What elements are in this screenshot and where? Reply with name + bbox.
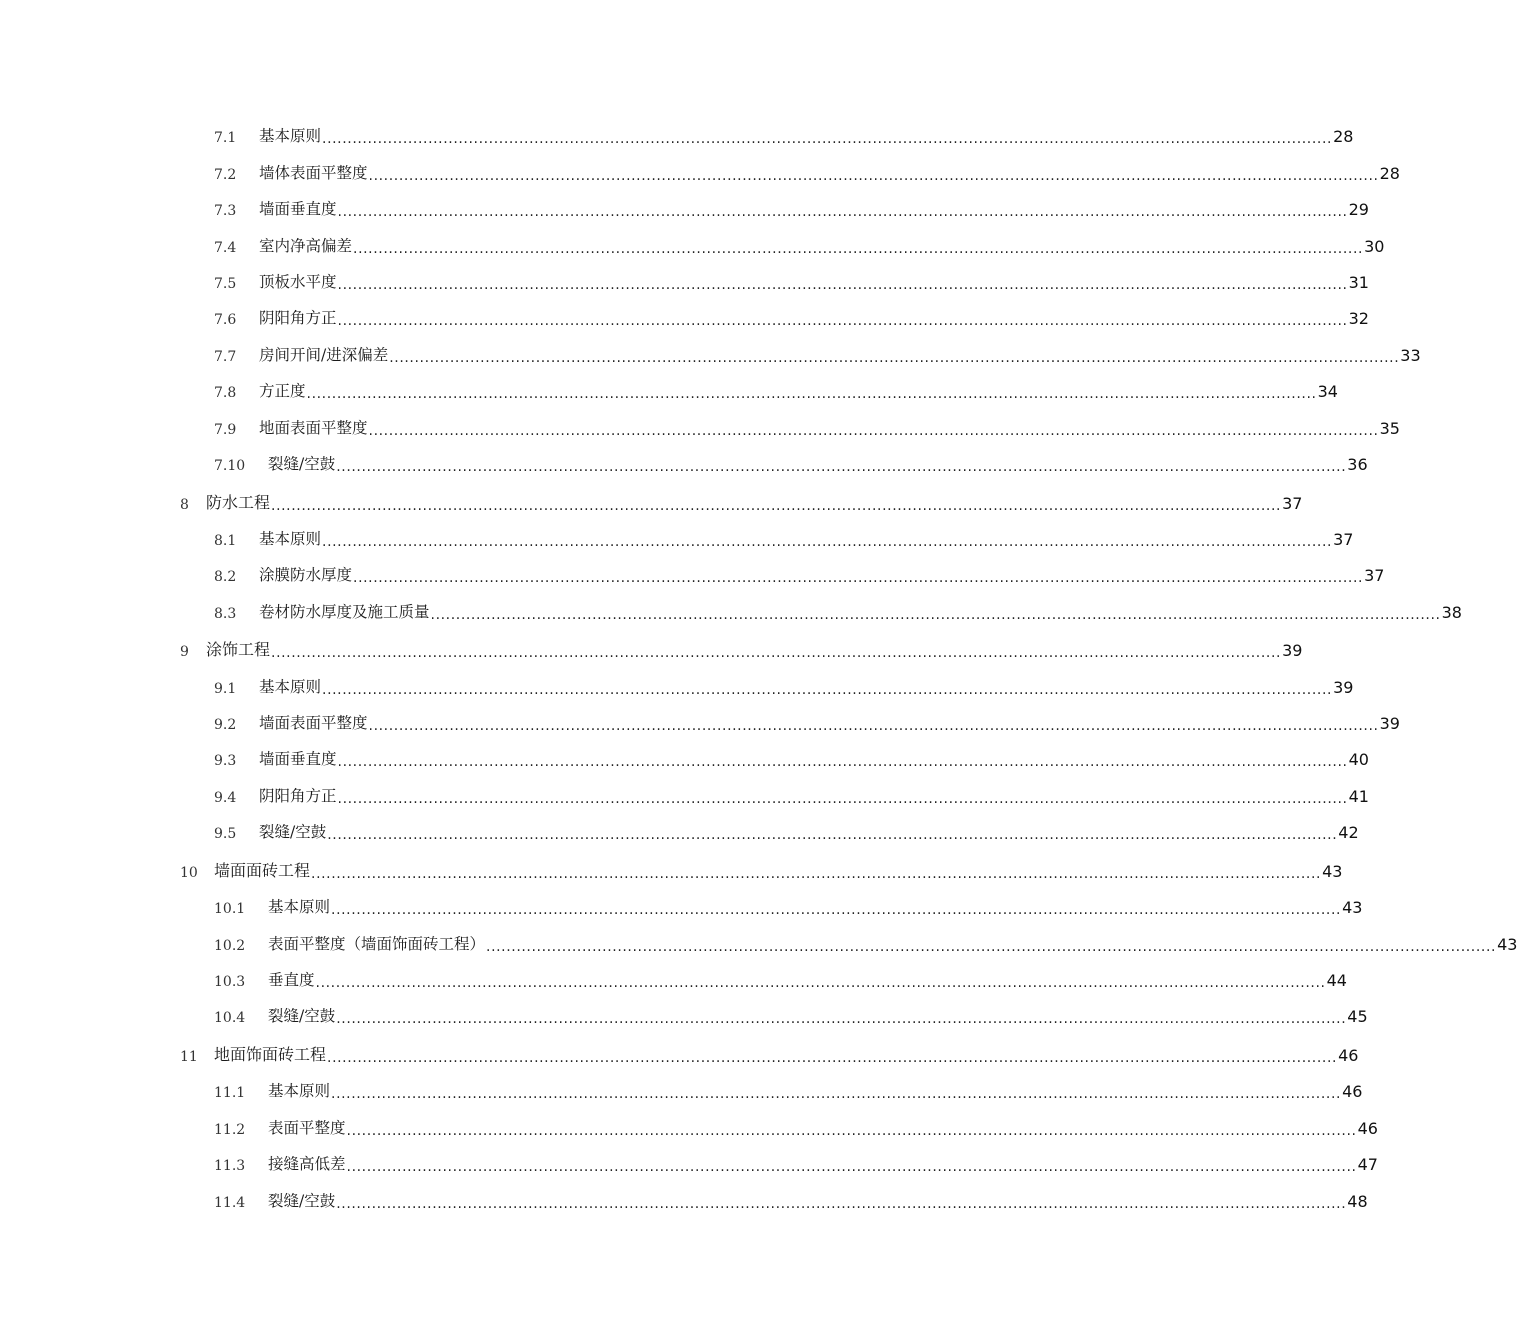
toc-dot-leader: ........................................................................................................................................................................................................ xyxy=(271,645,1282,662)
toc-entry-title: 基本原则 xyxy=(259,529,322,548)
toc-dot-leader: ........................................................................................................................................................................................................ xyxy=(486,938,1497,955)
toc-section-entry[interactable] xyxy=(0,777,1369,813)
table-of-contents xyxy=(0,118,1517,1219)
toc-entry-number: 11 xyxy=(180,1048,198,1065)
toc-section-entry[interactable] xyxy=(0,557,1385,593)
toc-section-entry[interactable] xyxy=(0,1109,1378,1145)
toc-section-entry[interactable] xyxy=(0,889,1363,925)
toc-page-number: 34 xyxy=(1317,382,1338,402)
toc-page-number: 39 xyxy=(1333,677,1354,697)
toc-entry-title: 阴阳角方正 xyxy=(259,786,337,805)
toc-section-entry[interactable] xyxy=(0,593,1462,629)
toc-dot-leader: ........................................................................................................................................................................................................ xyxy=(368,167,1379,184)
toc-entry-number: 7.4 xyxy=(214,239,237,256)
toc-dot-leader: ........................................................................................................................................................................................................ xyxy=(346,1122,1357,1139)
toc-dot-leader: ........................................................................................................................................................................................................ xyxy=(327,827,1338,844)
toc-dot-leader: ........................................................................................................................................................................................................ xyxy=(346,1159,1357,1176)
toc-page-number: 45 xyxy=(1347,1007,1368,1027)
toc-dot-leader: ........................................................................................................................................................................................................ xyxy=(336,1011,1347,1028)
toc-entry-number: 11.4 xyxy=(214,1194,246,1211)
toc-section-entry[interactable] xyxy=(0,1073,1363,1109)
toc-section-entry[interactable] xyxy=(0,373,1338,409)
toc-section-entry[interactable] xyxy=(0,925,1517,961)
toc-page-number: 33 xyxy=(1400,345,1421,365)
toc-entry-number: 7.5 xyxy=(214,275,237,292)
toc-entry-number: 8.1 xyxy=(214,532,237,549)
toc-entry-title: 墙面表面平整度 xyxy=(259,714,368,733)
toc-page-number: 39 xyxy=(1282,641,1303,661)
toc-page-number: 37 xyxy=(1364,566,1385,586)
toc-section-entry[interactable] xyxy=(0,409,1400,445)
toc-entry-number: 9.5 xyxy=(214,826,237,843)
toc-page-number: 32 xyxy=(1348,309,1369,329)
toc-entry-number: 9 xyxy=(180,644,189,661)
toc-section-entry[interactable] xyxy=(0,446,1368,482)
toc-dot-leader: ........................................................................................................................................................................................................ xyxy=(322,533,1333,550)
toc-entry-title: 基本原则 xyxy=(268,1082,331,1101)
toc-dot-leader: ........................................................................................................................................................................................................ xyxy=(322,681,1333,698)
toc-dot-leader: ........................................................................................................................................................................................................ xyxy=(327,1049,1338,1066)
toc-section-entry[interactable] xyxy=(0,118,1354,154)
toc-page-number: 43 xyxy=(1322,861,1343,881)
toc-entry-title: 表面平整度（墙面饰面砖工程） xyxy=(268,934,486,953)
toc-page-number: 28 xyxy=(1333,127,1354,147)
toc-section-entry[interactable] xyxy=(0,741,1369,777)
toc-entry-title: 涂膜防水厚度 xyxy=(259,566,353,585)
toc-entry-title: 基本原则 xyxy=(259,677,322,696)
toc-page-number: 35 xyxy=(1379,418,1400,438)
toc-entry-number: 9.4 xyxy=(214,789,237,806)
toc-section-entry[interactable] xyxy=(0,814,1359,850)
toc-entry-number: 7.10 xyxy=(214,457,246,474)
toc-entry-title: 接缝高低差 xyxy=(268,1155,346,1174)
toc-entry-title: 垂直度 xyxy=(268,970,315,989)
toc-page-number: 48 xyxy=(1347,1191,1368,1211)
toc-entry-number: 10.1 xyxy=(214,901,246,918)
toc-entry-title: 卷材防水厚度及施工质量 xyxy=(259,602,430,621)
toc-section-entry[interactable] xyxy=(0,264,1369,300)
toc-page-number: 38 xyxy=(1441,602,1462,622)
toc-entry-number: 8 xyxy=(180,496,189,513)
toc-entry-title: 地面表面平整度 xyxy=(259,418,368,437)
toc-entry-title: 裂缝/空鼓 xyxy=(268,1191,336,1210)
toc-entry-title: 房间开间/进深偏差 xyxy=(259,345,389,364)
toc-dot-leader: ........................................................................................................................................................................................................ xyxy=(337,790,1348,807)
toc-entry-number: 8.2 xyxy=(214,569,237,586)
toc-page-number: 41 xyxy=(1348,786,1369,806)
toc-entry-number: 10.2 xyxy=(214,937,246,954)
toc-entry-number: 11.1 xyxy=(214,1085,246,1102)
toc-entry-title: 裂缝/空鼓 xyxy=(268,1007,336,1026)
toc-entry-title: 墙面垂直度 xyxy=(259,200,337,219)
toc-entry-number: 8.3 xyxy=(214,605,237,622)
toc-entry-number: 9.2 xyxy=(214,717,237,734)
toc-entry-title: 涂饰工程 xyxy=(206,640,271,660)
toc-page-number: 37 xyxy=(1282,493,1303,513)
toc-page-number: 31 xyxy=(1348,272,1369,292)
toc-dot-leader: ........................................................................................................................................................................................................ xyxy=(331,902,1342,919)
toc-dot-leader: ........................................................................................................................................................................................................ xyxy=(353,240,1364,257)
toc-dot-leader: ........................................................................................................................................................................................................ xyxy=(430,606,1441,623)
toc-entry-title: 方正度 xyxy=(259,382,306,401)
toc-page-number: 47 xyxy=(1357,1155,1378,1175)
toc-section-entry[interactable] xyxy=(0,191,1369,227)
toc-entry-number: 9.3 xyxy=(214,753,237,770)
toc-dot-leader: ........................................................................................................................................................................................................ xyxy=(271,497,1282,514)
toc-entry-title: 裂缝/空鼓 xyxy=(268,454,336,473)
toc-section-entry[interactable] xyxy=(0,962,1347,998)
toc-section-entry[interactable] xyxy=(0,300,1369,336)
toc-entry-title: 防水工程 xyxy=(206,492,271,512)
toc-entry-title: 室内净高偏差 xyxy=(259,236,353,255)
toc-section-entry[interactable] xyxy=(0,998,1368,1034)
toc-page-number: 40 xyxy=(1348,750,1369,770)
toc-dot-leader: ........................................................................................................................................................................................................ xyxy=(368,422,1379,439)
toc-page-number: 46 xyxy=(1342,1082,1363,1102)
toc-page-number: 43 xyxy=(1497,934,1517,954)
toc-entry-number: 7.1 xyxy=(214,130,237,147)
toc-entry-number: 7.6 xyxy=(214,312,237,329)
toc-entry-title: 阴阳角方正 xyxy=(259,309,337,328)
toc-dot-leader: ........................................................................................................................................................................................................ xyxy=(331,1086,1342,1103)
toc-dot-leader: ........................................................................................................................................................................................................ xyxy=(389,349,1400,366)
toc-section-entry[interactable] xyxy=(0,705,1400,741)
toc-entry-number: 7.8 xyxy=(214,385,237,402)
toc-dot-leader: ........................................................................................................................................................................................................ xyxy=(337,754,1348,771)
toc-chapter-entry[interactable] xyxy=(0,630,1303,669)
toc-section-entry[interactable] xyxy=(0,227,1385,263)
toc-page-number: 30 xyxy=(1364,236,1385,256)
toc-section-entry[interactable] xyxy=(0,1182,1368,1218)
toc-page-number: 28 xyxy=(1379,163,1400,183)
toc-section-entry[interactable] xyxy=(0,336,1421,372)
toc-section-entry[interactable] xyxy=(0,668,1354,704)
toc-chapter-entry[interactable] xyxy=(0,850,1343,889)
toc-entry-number: 10.4 xyxy=(214,1010,246,1027)
toc-section-entry[interactable] xyxy=(0,154,1400,190)
toc-entry-number: 11.3 xyxy=(214,1158,246,1175)
toc-entry-number: 7.7 xyxy=(214,348,237,365)
toc-page-number: 29 xyxy=(1348,200,1369,220)
toc-entry-title: 地面饰面砖工程 xyxy=(214,1044,327,1064)
toc-section-entry[interactable] xyxy=(0,1146,1378,1182)
toc-dot-leader: ........................................................................................................................................................................................................ xyxy=(336,1195,1347,1212)
toc-chapter-entry[interactable] xyxy=(0,482,1303,521)
toc-dot-leader: ........................................................................................................................................................................................................ xyxy=(337,204,1348,221)
toc-entry-title: 墙面面砖工程 xyxy=(214,860,311,880)
toc-page-number: 44 xyxy=(1326,970,1347,990)
toc-entry-number: 7.3 xyxy=(214,203,237,220)
toc-entry-number: 9.1 xyxy=(214,680,237,697)
toc-dot-leader: ........................................................................................................................................................................................................ xyxy=(336,458,1347,475)
toc-entry-title: 顶板水平度 xyxy=(259,272,337,291)
toc-page-number: 37 xyxy=(1333,529,1354,549)
toc-entry-title: 墙体表面平整度 xyxy=(259,163,368,182)
toc-section-entry[interactable] xyxy=(0,521,1354,557)
toc-page-number: 36 xyxy=(1347,454,1368,474)
toc-entry-title: 表面平整度 xyxy=(268,1118,346,1137)
toc-entry-number: 11.2 xyxy=(214,1121,246,1138)
toc-dot-leader: ........................................................................................................................................................................................................ xyxy=(322,131,1333,148)
toc-page-number: 46 xyxy=(1357,1118,1378,1138)
toc-entry-title: 基本原则 xyxy=(259,127,322,146)
toc-page-number: 39 xyxy=(1379,714,1400,734)
toc-entry-title: 墙面垂直度 xyxy=(259,750,337,769)
toc-entry-number: 10 xyxy=(180,864,198,881)
toc-entry-number: 7.9 xyxy=(214,421,237,438)
toc-dot-leader: ........................................................................................................................................................................................................ xyxy=(337,313,1348,330)
toc-page-number: 42 xyxy=(1338,823,1359,843)
toc-chapter-entry[interactable] xyxy=(0,1034,1359,1073)
toc-entry-title: 基本原则 xyxy=(268,898,331,917)
toc-dot-leader: ........................................................................................................................................................................................................ xyxy=(306,386,1317,403)
toc-dot-leader: ........................................................................................................................................................................................................ xyxy=(315,974,1326,991)
toc-entry-number: 7.2 xyxy=(214,166,237,183)
toc-dot-leader: ........................................................................................................................................................................................................ xyxy=(353,570,1364,587)
toc-dot-leader: ........................................................................................................................................................................................................ xyxy=(368,718,1379,735)
toc-entry-title: 裂缝/空鼓 xyxy=(259,823,327,842)
toc-dot-leader: ........................................................................................................................................................................................................ xyxy=(337,276,1348,293)
toc-dot-leader: ........................................................................................................................................................................................................ xyxy=(311,865,1322,882)
toc-entry-number: 10.3 xyxy=(214,973,246,990)
toc-page-number: 46 xyxy=(1338,1045,1359,1065)
toc-page-number: 43 xyxy=(1342,898,1363,918)
